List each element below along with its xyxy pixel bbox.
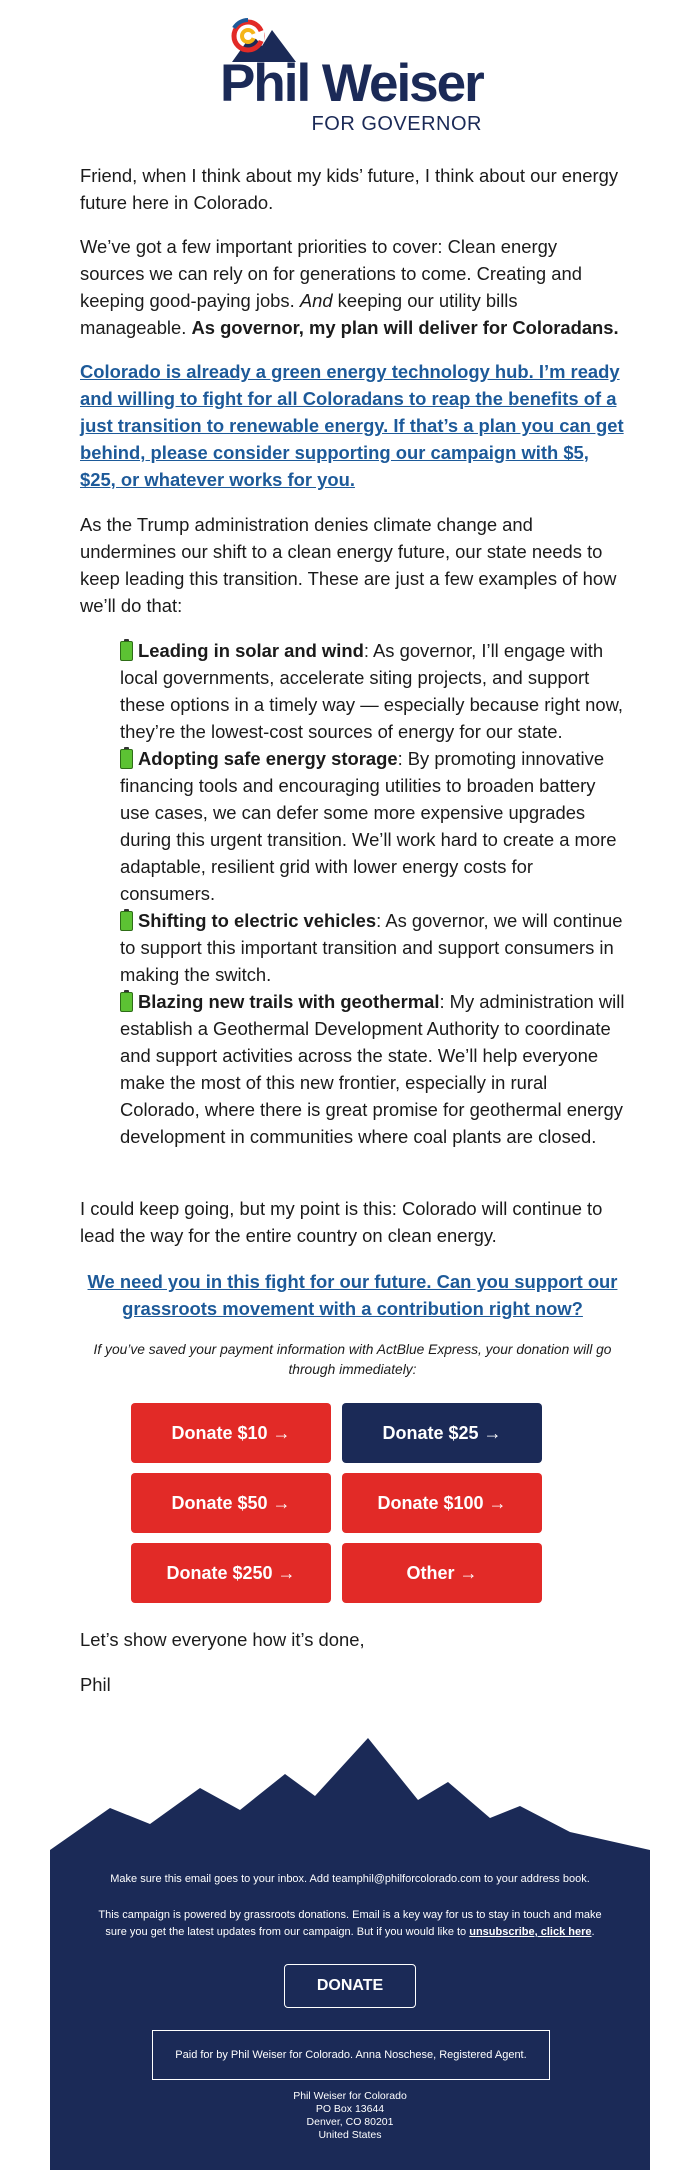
donate-50-button[interactable]: Donate $50 → (131, 1473, 331, 1533)
priorities-text-2: keeping our utility bills manageable. (80, 290, 518, 338)
battery-icon (120, 990, 133, 1012)
priorities-paragraph (80, 233, 625, 341)
priorities-bold: As governor, my plan will deliver for Coloradans. (191, 317, 619, 338)
battery-icon (120, 909, 133, 931)
donate-100-button[interactable]: Donate $100 → (342, 1473, 542, 1533)
list-item-text: : My administration will establish a Geothermal Development Authority to coordinate and support activities across the state. We’ll help everyone make the most of this new frontier, especially in rural Colorado, where there is great promise for geothermal energy development in communities where coal plants are closed. (120, 991, 625, 1147)
priorities-and: And (299, 290, 333, 311)
donate-10-button[interactable]: Donate $10 → (131, 1403, 331, 1463)
list-item (120, 745, 625, 907)
unsubscribe-link[interactable]: unsubscribe, click here (469, 1926, 592, 1938)
donate-250-button[interactable]: Donate $250 → (131, 1543, 331, 1603)
priorities-text: We’ve got a few important priorities to cover: Clean energy sources we can rely on for generations to come. Creating and keeping good-paying jobs. (80, 236, 582, 311)
footer-inbox-note: Make sure this email goes to your inbox. Add teamphil@philforcolorado.com to your address book. (110, 1873, 590, 1885)
list-item (120, 907, 625, 988)
battery-icon (120, 639, 133, 661)
list-item-text: : As governor, I’ll engage with local governments, accelerate siting projects, and support these options in a timely way — especially because right now, they’re the lowest-cost sources of energy for our state. (120, 640, 623, 742)
logo-subtitle: FOR GOVERNOR (311, 113, 482, 135)
list-item-title: Adopting safe energy storage (138, 748, 398, 769)
list-item-title: Leading in solar and wind (138, 640, 364, 661)
campaign-logo (220, 16, 483, 135)
list-item-text: : As governor, we will continue to support this important transition and support consumers in making the switch. (120, 910, 623, 985)
trump-paragraph: As the Trump administration denies climate change and undermines our shift to a clean energy future, our state needs to keep leading this transition. These are just a few examples of how we’ll do that: (80, 514, 617, 616)
list-item (120, 637, 625, 745)
footer (50, 1738, 650, 2170)
list-item-title: Blazing new trails with geothermal (138, 991, 440, 1012)
address-line: Denver, CO 80201 (306, 2116, 394, 2128)
footer-powered-text: This campaign is powered by grassroots donations. Email is a key way for us to stay in touch and make sure you get the latest updates from our campaign. But if you would like to (98, 1909, 602, 1938)
closing-paragraph: I could keep going, but my point is this: Colorado will continue to lead the way for the entire country on clean energy. (80, 1198, 603, 1246)
list-item-text: : By promoting innovative financing tools and encouraging utilities to broaden battery use cases, we can defer some more expensive upgrades during this urgent transition. We’ll work hard to create a more adaptable, resilient grid with lower energy costs for consumers. (120, 748, 617, 904)
list-item-title: Shifting to electric vehicles (138, 910, 377, 931)
donate-25-button[interactable]: Donate $25 → (342, 1403, 542, 1463)
donate-other-button[interactable]: Other → (342, 1543, 542, 1603)
list-item (120, 988, 625, 1150)
address-line: PO Box 13644 (315, 2103, 385, 2115)
address-line: Phil Weiser for Colorado (293, 2090, 407, 2102)
contribution-cta-link[interactable]: We need you in this fight for our future. Can you support our grassroots movement with a contribution right now? (87, 1271, 618, 1319)
actblue-note: If you’ve saved your payment information with ActBlue Express, your donation will go through immediately: (93, 1342, 612, 1377)
donate-link-paragraph[interactable]: Colorado is already a green energy technology hub. I’m ready and willing to fight for all Coloradans to reap the benefits of a just transition to renewable energy. If that’s a plan you can get behind, please consider supporting our campaign with $5, $25, or whatever works for you. (80, 361, 624, 490)
footer-powered-note (50, 1907, 650, 1941)
signature: Phil (80, 1674, 111, 1695)
priority-list (120, 637, 625, 1150)
intro-paragraph: Friend, when I think about my kids’ future, I think about our energy future here in Colorado. (80, 165, 619, 213)
footer-powered-end: . (591, 1926, 595, 1938)
battery-icon (120, 747, 133, 769)
mailing-address (50, 2090, 650, 2142)
logo-name: Phil Weiser (220, 54, 483, 113)
sign-off: Let’s show everyone how it’s done, (80, 1629, 365, 1650)
footer-donate-button[interactable]: DONATE (284, 1964, 416, 2008)
paid-for-disclaimer: Paid for by Phil Weiser for Colorado. Anna Noschese, Registered Agent. (152, 2030, 550, 2080)
address-line: United States (318, 2129, 382, 2141)
